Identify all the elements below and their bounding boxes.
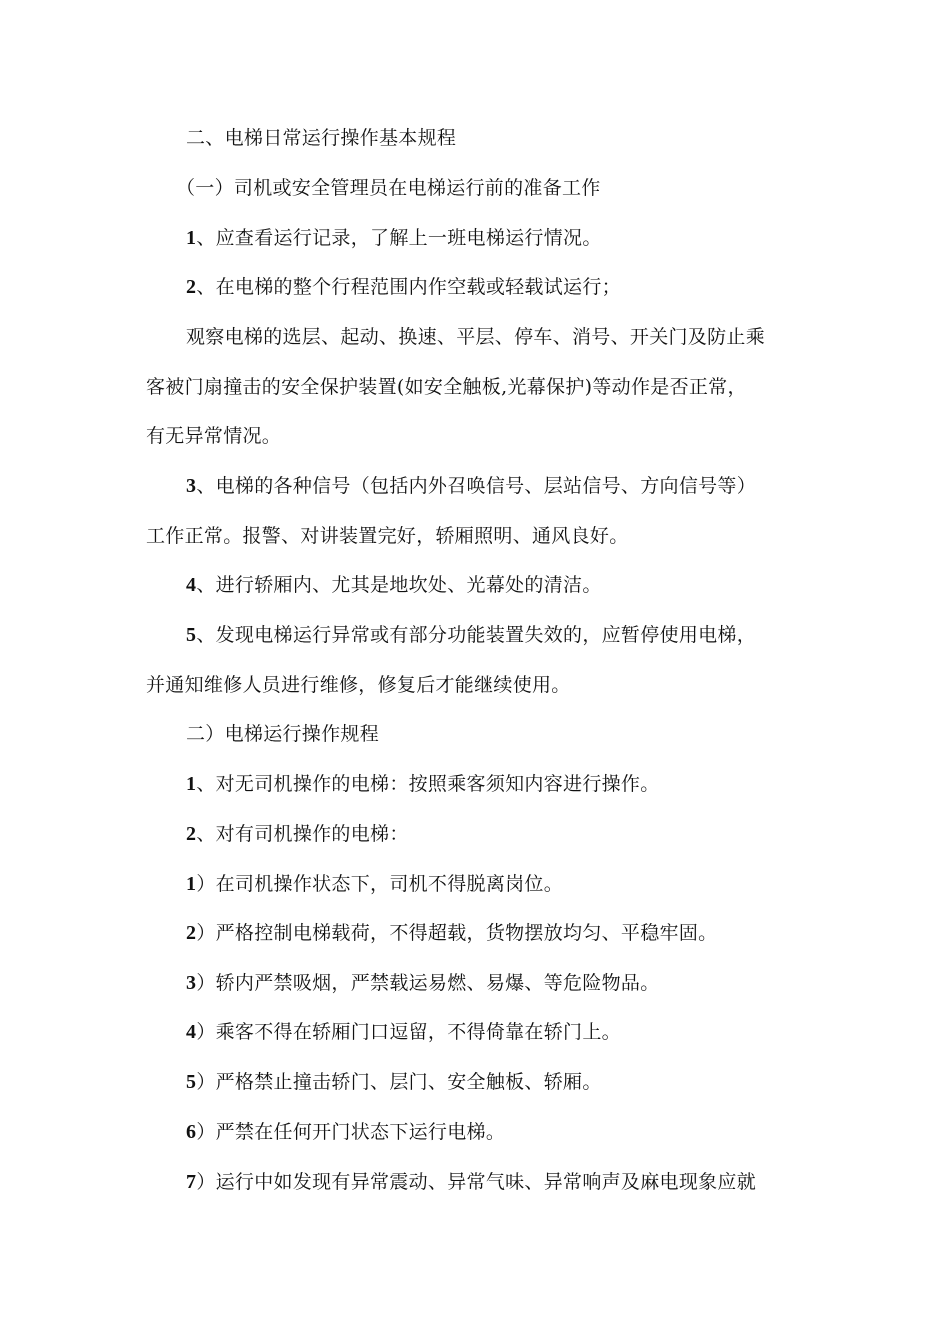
subsection-title-1: （一）司机或安全管理员在电梯运行前的准备工作 <box>176 177 601 199</box>
item-text: ）严格控制电梯载荷，不得超载，货物摆放均匀、平稳牢固。 <box>196 922 718 944</box>
paragraph-item-4 <box>186 573 602 597</box>
item-text: ）在司机操作状态下，司机不得脱离岗位。 <box>196 873 564 895</box>
item-number: 2 <box>186 823 197 845</box>
sub-item-2 <box>186 921 717 945</box>
item-text: 、对有司机操作的电梯： <box>196 823 409 845</box>
item-text: ）轿内严禁吸烟，严禁载运易燃、易爆、等危险物品。 <box>196 972 660 994</box>
item-text: 、进行轿厢内、尤其是地坎处、光幕处的清洁。 <box>196 574 602 596</box>
section-heading: 二、电梯日常运行操作基本规程 <box>186 127 457 149</box>
item-text: ）乘客不得在轿厢门口逗留，不得倚靠在轿门上。 <box>196 1021 621 1043</box>
item-number: 1 <box>186 873 197 895</box>
item-number: 3 <box>186 475 197 497</box>
item-number: 2 <box>186 922 197 944</box>
sub-item-4 <box>186 1020 621 1044</box>
sub-item-6 <box>186 1120 505 1144</box>
item-number: 5 <box>186 1071 197 1093</box>
paragraph-item-1 <box>186 772 660 796</box>
item-number: 7 <box>186 1171 197 1193</box>
item-number: 4 <box>186 1021 197 1043</box>
item-number: 3 <box>186 972 197 994</box>
paragraph-continuation: 工作正常。报警、对讲装置完好，轿厢照明、通风良好。 <box>146 525 629 547</box>
item-number: 5 <box>186 624 197 646</box>
item-number: 1 <box>186 773 197 795</box>
item-number: 2 <box>186 276 197 298</box>
item-text: 、发现电梯运行异常或有部分功能装置失效的，应暂停使用电梯， <box>196 624 757 646</box>
item-number: 4 <box>186 574 197 596</box>
paragraph-continuation: 并通知维修人员进行维修，修复后才能继续使用。 <box>146 674 571 696</box>
paragraph-item-5 <box>186 623 756 647</box>
paragraph-item-2 <box>186 822 409 846</box>
paragraph-continuation: 有无异常情况。 <box>146 425 282 447</box>
subsection-title-2: 二）电梯运行操作规程 <box>186 723 380 745</box>
paragraph-item-3 <box>186 474 756 498</box>
item-text: ）运行中如发现有异常震动、异常气味、异常响声及麻电现象应就 <box>196 1171 757 1193</box>
sub-item-1 <box>186 872 563 896</box>
sub-item-3 <box>186 971 660 995</box>
item-text: 、对无司机操作的电梯：按照乘客须知内容进行操作。 <box>196 773 660 795</box>
paragraph-item-1 <box>186 226 602 250</box>
paragraph-continuation: 客被门扇撞击的安全保护装置(如安全触板,光幕保护)等动作是否正常， <box>146 376 747 398</box>
item-text: 、应查看运行记录，了解上一班电梯运行情况。 <box>196 227 602 249</box>
paragraph-continuation: 观察电梯的选层、起动、换速、平层、停车、消号、开关门及防止乘 <box>186 326 766 348</box>
sub-item-5 <box>186 1070 602 1094</box>
item-text: 、在电梯的整个行程范围内作空载或轻载试运行； <box>196 276 621 298</box>
item-text: ）严禁在任何开门状态下运行电梯。 <box>196 1121 506 1143</box>
item-text: 、电梯的各种信号（包括内外召唤信号、层站信号、方向信号等） <box>196 475 757 497</box>
item-number: 6 <box>186 1121 197 1143</box>
item-number: 1 <box>186 227 197 249</box>
sub-item-7 <box>186 1170 756 1194</box>
item-text: ）严格禁止撞击轿门、层门、安全触板、轿厢。 <box>196 1071 602 1093</box>
paragraph-item-2 <box>186 275 621 299</box>
